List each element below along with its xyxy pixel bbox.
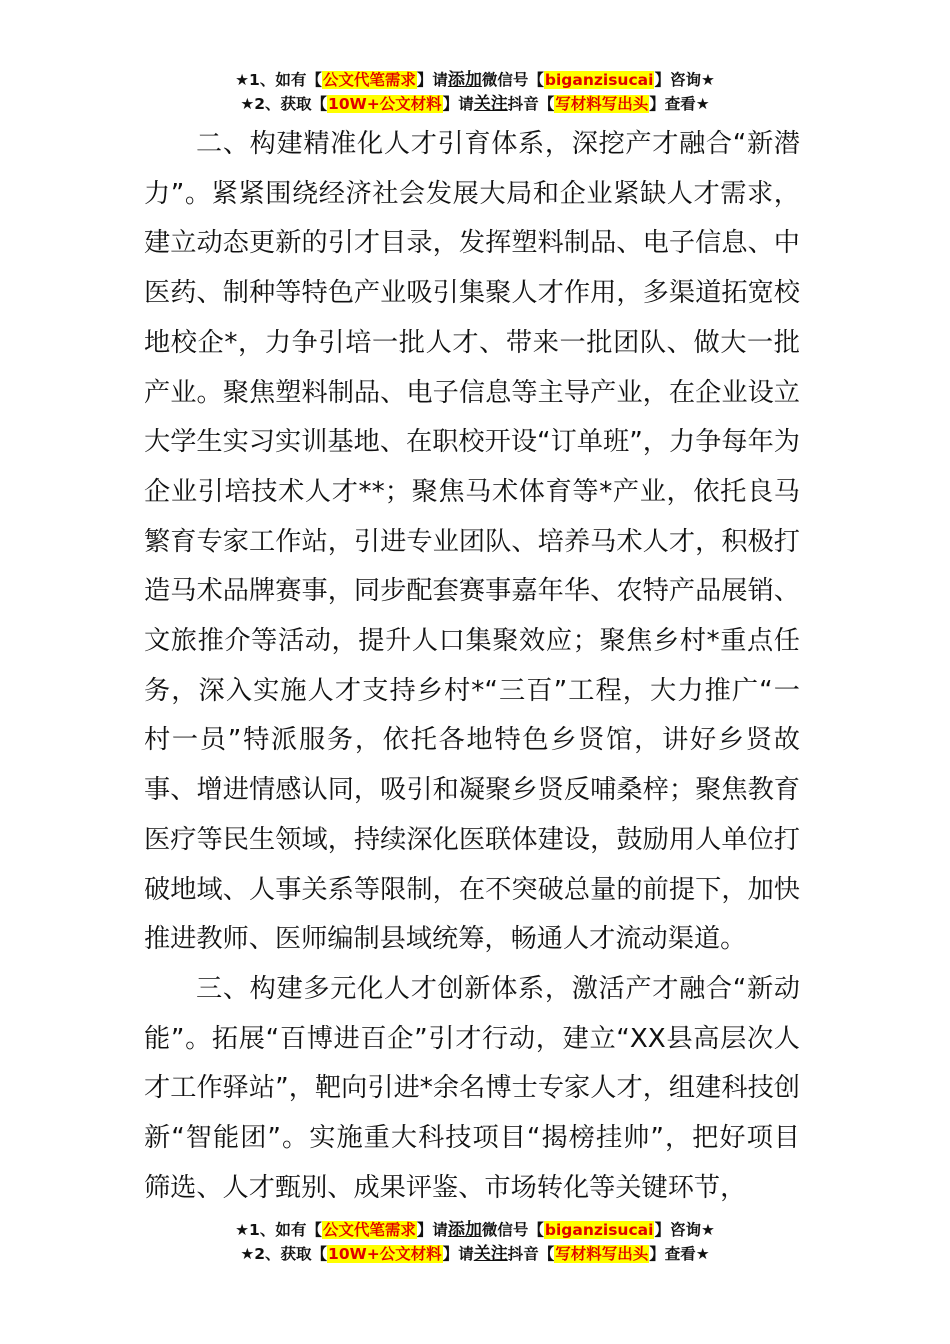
banner-text: ★2、获取【 <box>240 95 328 113</box>
banner-line-1 <box>0 1218 950 1242</box>
banner-text: 】咨询★ <box>654 71 715 89</box>
highlight-douyin: 写材料写出头 <box>555 95 649 113</box>
banner-text: 抖音【 <box>507 1245 555 1263</box>
banner-text: 】查看★ <box>649 95 710 113</box>
banner-text: 抖音【 <box>507 95 555 113</box>
banner-text: ★2、获取【 <box>240 1245 328 1263</box>
highlight-materials: 10W+公文材料 <box>328 95 442 113</box>
header-banner <box>0 68 950 116</box>
footer-banner <box>0 1218 950 1266</box>
banner-text: 】请 <box>442 95 474 113</box>
banner-text: 微信号【 <box>481 71 544 89</box>
banner-line-1 <box>0 68 950 92</box>
banner-text: 】请 <box>416 71 448 89</box>
banner-line-2 <box>0 92 950 116</box>
highlight-douyin: 写材料写出头 <box>555 1245 649 1263</box>
banner-emphasis: 关注 <box>473 1244 508 1264</box>
highlight-materials: 10W+公文材料 <box>328 1245 442 1263</box>
banner-emphasis: 添加 <box>447 70 482 90</box>
document-body <box>144 120 800 1213</box>
banner-text: ★1、如有【 <box>235 1221 322 1239</box>
banner-text: 微信号【 <box>481 1221 544 1239</box>
banner-emphasis: 关注 <box>473 94 508 114</box>
highlight-wechat-id: biganzisucai <box>544 1221 654 1239</box>
banner-text: 】请 <box>416 1221 448 1239</box>
banner-line-2 <box>0 1242 950 1266</box>
paragraph-talent-innovation: 三、构建多元化人才创新体系，激活产才融合“新动能”。拓展“百博进百企”引才行动，建立“XX县高层次人才工作驿站”，靶向引进*余名博士专家人才，组建科技创新“智能团”。实施重大科技项目“揭榜挂帅”，把好项目筛选、人才甄别、成果评鉴、市场转化等关键环节， <box>144 973 800 1203</box>
banner-text: ★1、如有【 <box>235 71 322 89</box>
paragraph-talent-introduction: 二、构建精准化人才引育体系，深挖产才融合“新潜力”。紧紧围绕经济社会发展大局和企业紧缺人才需求，建立动态更新的引才目录，发挥塑料制品、电子信息、中医药、制种等特色产业吸引集聚人才作用，多渠道拓宽校地校企*，力争引培一批人才、带来一批团队、做大一批产业。聚焦塑料制品、电子信息等主导产业，在企业设立大学生实习实训基地、在职校开设“订单班”，力争每年为企业引培技术人才**；聚焦马术体育等*产业，依托良马繁育专家工作站，引进专业团队、培养马术人才，积极打造马术品牌赛事，同步配套赛事嘉年华、农特产品展销、文旅推介等活动，提升人口集聚效应；聚焦乡村*重点任务，深入实施人才支持乡村*“三百”工程，大力推广“一村一员”特派服务，依托各地特色乡贤馆，讲好乡贤故事、增进情感认同，吸引和凝聚乡贤反哺桑梓；聚焦教育医疗等民生领域，持续深化医联体建设，鼓励用人单位打破地域、人事关系等限制，在不突破总量的前提下，加快推进教师、医师编制县域统筹，畅通人才流动渠道。 <box>144 129 800 955</box>
highlight-service: 公文代笔需求 <box>322 1221 416 1239</box>
banner-text: 】咨询★ <box>654 1221 715 1239</box>
banner-text: 】查看★ <box>649 1245 710 1263</box>
banner-emphasis: 添加 <box>447 1220 482 1240</box>
banner-text: 】请 <box>442 1245 474 1263</box>
highlight-service: 公文代笔需求 <box>322 71 416 89</box>
highlight-wechat-id: biganzisucai <box>544 71 654 89</box>
